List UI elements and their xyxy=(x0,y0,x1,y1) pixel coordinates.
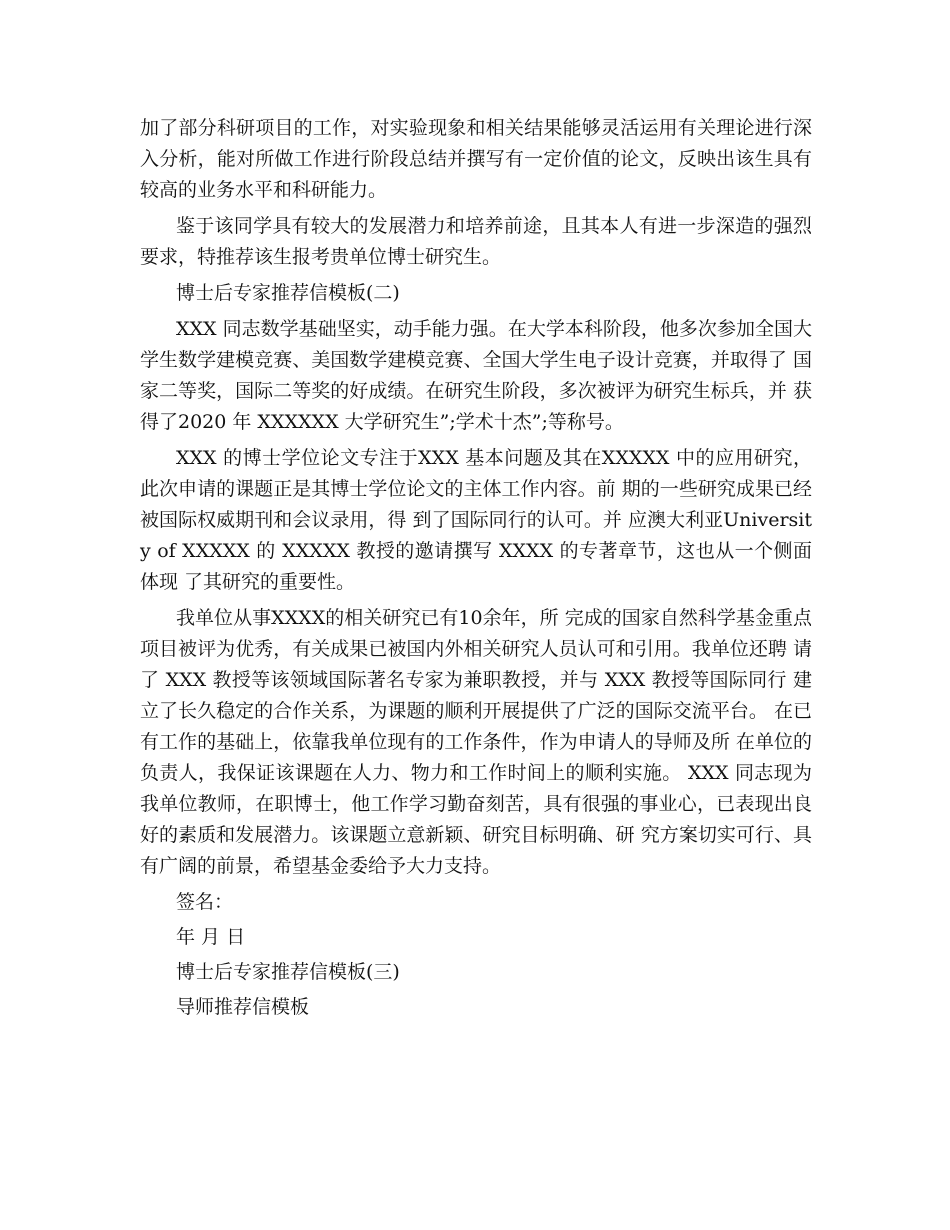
date-label: 年 月 日 xyxy=(176,926,246,948)
paragraph-candidate-achievements: XXX 同志数学基础坚实，动手能力强。在大学本科阶段，他多次参加全国大学生数学建模竞赛、美国数学建模竞赛、全国大学生电子设计竞赛，并取得了 国家二等奖，国际二等奖的好成绩。在研究生阶段，多次被评为研究生标兵，并 获得了2020 年 XXXXXX 大学研究生”;学术十杰”;等称号。 xyxy=(140,318,812,433)
heading-template-three: 博士后专家推荐信模板(三) xyxy=(176,961,400,983)
document-page xyxy=(140,113,812,1027)
paragraph-institution-support: 我单位从事XXXX的相关研究已有10余年，所 完成的国家自然科学基金重点项目被评为优秀，有关成果已被国内外相关研究人员认可和引用。我单位还聘 请了 XXX 教授等该领域国际著名专家为兼职教授，并与 XXX 教授等国际同行 建立了长久稳定的合作关系，为课题的顺利开展提供了广泛的国际交流平台。 在已有工作的基础上，依靠我单位现有的工作条件，作为申请人的导师及所 在单位的负责人，我保证该课题在人力、物力和工作时间上的顺利实施。 XXX 同志现为我单位教师，在职博士，他工作学习勤奋刻苦，具有很强的事业心，已表现出良好的素质和发展潜力。该课题立意新颖、研究目标明确、研 究方案切实可行、具有广阔的前景，希望基金委给予大力支持。 xyxy=(140,607,812,877)
signature-label: 签名： xyxy=(176,891,234,913)
paragraph-continuation: 加了部分科研项目的工作，对实验现象和相关结果能够灵活运用有关理论进行深入分析，能对所做工作进行阶段总结并撰写有一定价值的论文，反映出该生具有较高的业务水平和科研能力。 xyxy=(140,117,812,201)
heading-advisor-template: 导师推荐信模板 xyxy=(176,996,310,1018)
paragraph-recommendation-conclusion: 鉴于该同学具有较大的发展潜力和培养前途，且其本人有进一步深造的强烈要求，特推荐该生报考贵单位博士研究生。 xyxy=(140,215,812,268)
paragraph-dissertation-research: XXX 的博士学位论文专注于XXX 基本问题及其在XXXXX 中的应用研究，此次申请的课题正是其博士学位论文的主体工作内容。前 期的一些研究成果已经被国际权威期刊和会议录用，得 到了国际同行的认可。并 应澳大利亚University of XXXXX 的 XXXXX 教授的邀请撰写 XXXX 的专著章节，这也从一个侧面体现 了其研究的重要性。 xyxy=(140,447,812,593)
heading-template-two: 博士后专家推荐信模板(二) xyxy=(176,282,400,304)
